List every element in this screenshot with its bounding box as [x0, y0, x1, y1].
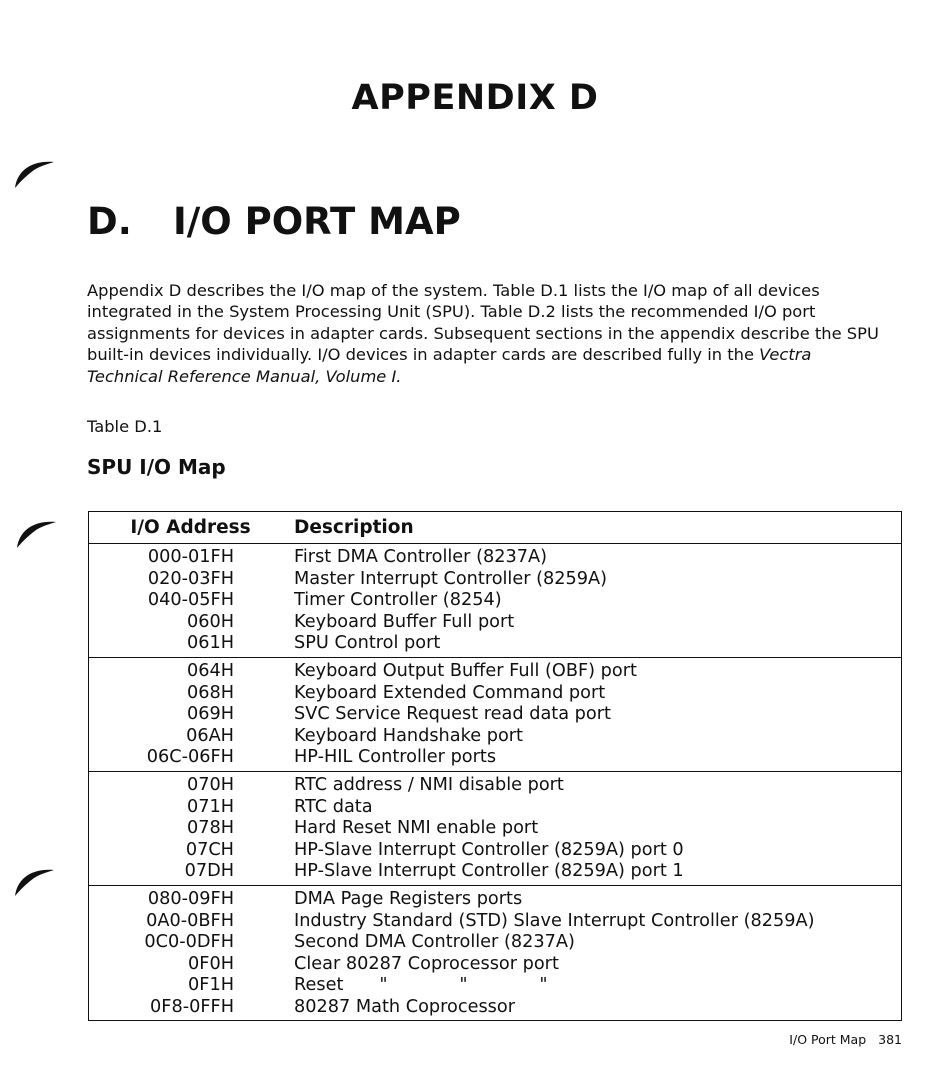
description-text: Keyboard Output Buffer Full (OBF) port [294, 660, 637, 681]
table-row-group [89, 544, 901, 658]
description-cell [294, 975, 583, 997]
ditto-mark: " [379, 975, 388, 996]
table-row [89, 975, 901, 997]
description-text: Clear 80287 Coprocessor port [294, 953, 559, 974]
description-text: 80287 Math Coprocessor [294, 996, 515, 1017]
description-text: Keyboard Extended Command port [294, 682, 606, 703]
intro-text: Appendix D describes the I/O map of the system. Table D.1 lists the I/O map of all devices integrated in the System Processing Unit (SPU). Table D.2 lists the recommended I/O port assignments for devices in adapter cards. Subsequent sections in the appendix describe the SPU built-in devices individually. I/O devices in adapter cards are described fully in the [87, 281, 879, 365]
io-address-cell: 0F0H [188, 953, 234, 974]
io-address-cell: 0F1H [188, 975, 234, 996]
description-text: HP-HIL Controller ports [294, 747, 497, 768]
description-cell [294, 547, 547, 569]
io-address-cell: 0A0-0BFH [146, 910, 234, 931]
io-address-cell: 080-09FH [147, 888, 234, 909]
io-address-cell: 020-03FH [147, 568, 234, 589]
description-cell [294, 818, 538, 840]
io-address-cell: 061H [186, 633, 234, 654]
page-footer [789, 1032, 902, 1047]
description-text: First DMA Controller (8237A) [294, 547, 547, 567]
io-address-cell: 06C-06FH [146, 747, 234, 768]
io-address-cell: 069H [186, 704, 234, 725]
table-label: Table D.1 [87, 417, 163, 436]
table-row [89, 590, 901, 612]
description-cell [294, 683, 605, 705]
table-row [89, 911, 901, 933]
description-cell [294, 889, 522, 911]
binder-hole-mark-2 [14, 512, 58, 552]
table-row [89, 633, 901, 655]
table-row [89, 775, 901, 797]
description-text: Industry Standard (STD) Slave Interrupt Controller (8259A) [294, 910, 815, 931]
description-cell [294, 954, 559, 976]
binder-hole-mark-3 [12, 860, 56, 900]
description-cell [294, 797, 373, 819]
table-row [89, 726, 901, 748]
table-row [89, 861, 901, 883]
io-address-cell: 000-01FH [147, 547, 234, 567]
table-row [89, 704, 901, 726]
io-address-cell: 07CH [185, 839, 234, 860]
page-number: 381 [878, 1032, 902, 1047]
chapter-heading [87, 200, 461, 243]
io-address-cell: 064H [186, 660, 234, 681]
table-row-group [89, 772, 901, 886]
description-cell [294, 861, 684, 883]
description-text: SVC Service Request read data port [294, 704, 611, 725]
header-description: Description [294, 517, 414, 538]
description-cell [294, 726, 523, 748]
description-cell [294, 997, 515, 1019]
description-cell [294, 590, 502, 612]
table-row [89, 683, 901, 705]
table-row-group [89, 658, 901, 772]
intro-reference: Vectra Technical Reference Manual, Volume I. [87, 345, 812, 386]
description-text: HP-Slave Interrupt Controller (8259A) port 1 [294, 861, 684, 882]
header-io-address: I/O Address [130, 517, 251, 538]
appendix-heading: APPENDIX D [351, 78, 599, 118]
description-cell [294, 569, 607, 591]
table-row [89, 840, 901, 862]
io-map-table [88, 511, 902, 1021]
description-text: Second DMA Controller (8237A) [294, 932, 575, 953]
description-text: RTC address / NMI disable port [294, 774, 564, 795]
io-address-cell: 071H [186, 796, 234, 817]
description-text: Hard Reset NMI enable port [294, 818, 539, 839]
description-text: HP-Slave Interrupt Controller (8259A) port 0 [294, 839, 684, 860]
io-address-cell: 06AH [186, 725, 234, 746]
description-cell [294, 932, 575, 954]
description-cell [294, 747, 496, 769]
description-cell [294, 840, 684, 862]
description-cell [294, 704, 611, 726]
table-row [89, 889, 901, 911]
description-text: DMA Page Registers ports [294, 888, 523, 909]
table-row [89, 569, 901, 591]
table-header [89, 512, 901, 544]
io-address-cell: 040-05FH [147, 590, 234, 611]
description-text: Keyboard Buffer Full port [294, 611, 515, 632]
intro-paragraph [87, 280, 892, 387]
table-row [89, 997, 901, 1019]
io-address-cell: 07DH [184, 861, 234, 882]
description-cell [294, 775, 564, 797]
table-row [89, 661, 901, 683]
io-address-cell: 0F8-0FFH [150, 996, 234, 1017]
ditto-mark: " [539, 975, 548, 996]
chapter-title: I/O PORT MAP [173, 200, 461, 243]
table-row [89, 932, 901, 954]
description-text: RTC data [294, 796, 373, 817]
io-address-cell: 068H [186, 682, 234, 703]
table-row [89, 954, 901, 976]
io-address-cell: 078H [186, 818, 234, 839]
description-cell [294, 633, 440, 655]
table-row [89, 747, 901, 769]
description-text: Keyboard Handshake port [294, 725, 523, 746]
table-row [89, 797, 901, 819]
binder-hole-mark-1 [12, 152, 56, 192]
io-address-cell: 0C0-0DFH [144, 932, 234, 953]
description-text: SPU Control port [294, 633, 441, 654]
description-text: Reset [294, 975, 344, 996]
description-cell [294, 612, 514, 634]
io-address-cell: 060H [186, 611, 234, 632]
table-row [89, 547, 901, 569]
table-title: SPU I/O Map [87, 455, 226, 479]
description-text: Timer Controller (8254) [294, 590, 502, 611]
footer-section: I/O Port Map [789, 1032, 867, 1047]
table-row [89, 818, 901, 840]
table-row-group [89, 886, 901, 1021]
description-text: Master Interrupt Controller (8259A) [294, 568, 608, 589]
description-cell [294, 661, 637, 683]
chapter-number: D. [87, 200, 132, 243]
io-address-cell: 070H [186, 774, 234, 795]
ditto-mark: " [459, 975, 468, 996]
table-row [89, 612, 901, 634]
description-cell [294, 911, 815, 933]
